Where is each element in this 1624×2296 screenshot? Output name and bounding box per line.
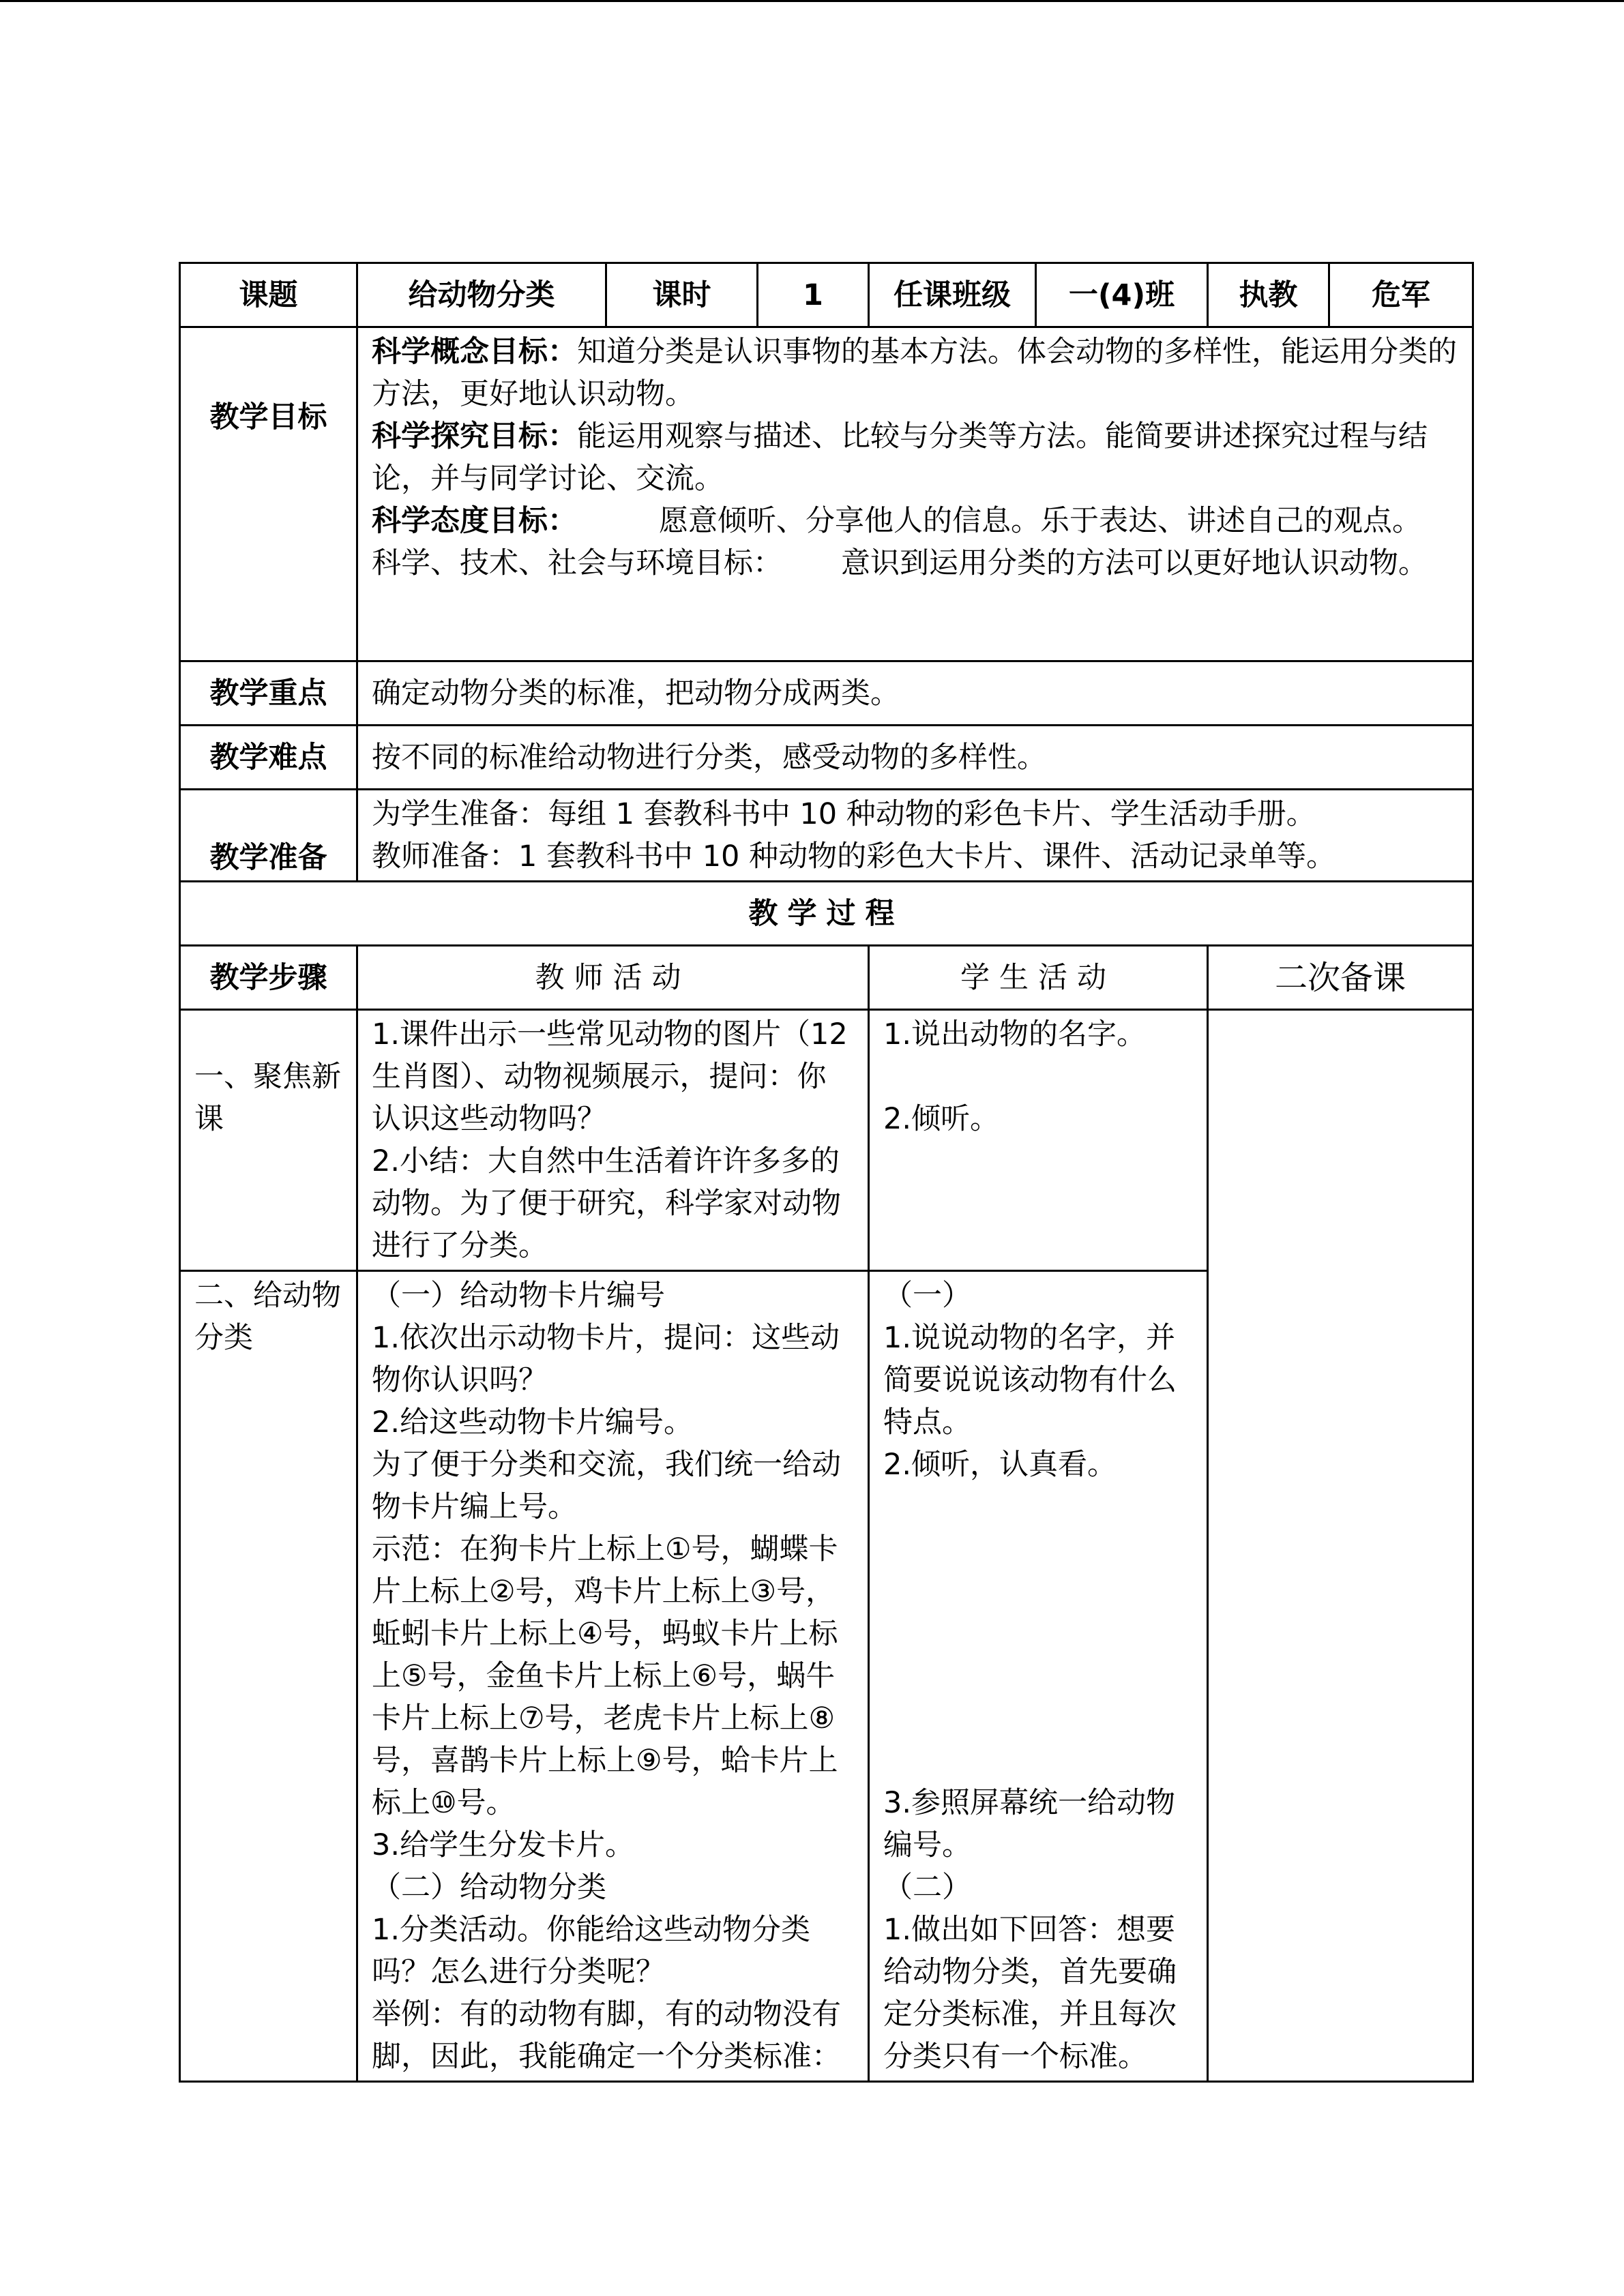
step-2-teacher-line: 1.分类活动。你能给这些动物分类吗？怎么进行分类呢？ [372,1913,811,1989]
step-1-student [869,1010,1208,1271]
step-1-teacher [357,1010,869,1271]
difficulty-text: 按不同的标准给动物进行分类，感受动物的多样性。 [357,726,1473,790]
step-row [180,1010,1473,1271]
sts-objective-label: 科学、技术、社会与环境目标： [372,546,782,580]
difficulty-row [180,726,1473,790]
inquiry-objective-text: 能运用观察与描述、比较与分类等方法。能简要讲述探究过程与结论，并与同学讨论、交流。 [372,419,1428,496]
step-1-teacher-line: 1.课件出示一些常见动物的图片（12生肖图）、动物视频展示，提问：你认识这些动物吗？ [372,1017,848,1136]
concept-objective [372,331,1458,415]
lesson-plan-table [179,262,1474,2083]
key-point-row [180,661,1473,726]
attitude-objective-label: 科学态度目标： [372,504,577,538]
step-2-student-line: （一） [883,1279,971,1313]
step-2-teacher-line: 举例：有的动物有脚，有的动物没有脚，因此，我能确定一个分类标准： [372,1997,841,2074]
key-point-text: 确定动物分类的标准，把动物分成两类。 [357,661,1473,726]
step-2-teacher-line: 为了便于分类和交流，我们统一给动物卡片编上号。 [372,1448,841,1524]
process-title-row [180,882,1473,946]
notes-cell [1208,1010,1473,2082]
step-1-student-line: 1.说出动物的名字。 [883,1017,1147,1052]
step-2-student-line: 1.说说动物的名字，并简要说说该动物有什么特点。 [883,1321,1177,1440]
teacher-label: 执教 [1208,263,1329,327]
step-2-teacher-line: 3.给学生分发卡片。 [372,1828,635,1862]
teacher-value: 危军 [1329,263,1473,327]
sts-objective-text: 意识到运用分类的方法可以更好地认识动物。 [841,546,1428,580]
preparation-row [180,790,1473,882]
period-label: 课时 [606,263,758,327]
inquiry-objective [372,415,1458,500]
step-2-name-text: 二、给动物分类 [194,1279,341,1355]
lesson-plan-page [179,262,1472,2083]
step-2-name [180,1271,357,2082]
concept-objective-label: 科学概念目标： [372,335,577,369]
spacer [883,1486,1193,1782]
step-2-student-line: 2.倾听，认真看。 [883,1448,1117,1482]
attitude-objective-text: 愿意倾听、分享他人的信息。乐于表达、讲述自己的观点。 [659,504,1421,538]
step-2-student-line: （二） [883,1870,971,1905]
process-header-row [180,946,1473,1010]
step-1-name-text: 一、聚焦新课 [194,1060,341,1136]
col-student-header: 学生活动 [869,946,1208,1010]
col-step-header: 教学步骤 [180,946,357,1010]
period-value: 1 [758,263,869,327]
step-2-student [869,1271,1208,2082]
concept-objective-text: 知道分类是认识事物的基本方法。体会动物的多样性，能运用分类的方法，更好地认识动物。 [372,335,1457,411]
step-2-student-line: 1.做出如下回答：想要给动物分类，首先要确定分类标准，并且每次分类只有一个标准。 [883,1913,1177,2074]
spacer [883,1056,1193,1098]
col-notes-header: 二次备课 [1208,946,1473,1010]
top-border-line [0,0,1624,2]
inquiry-objective-label: 科学探究目标： [372,419,577,453]
difficulty-label: 教学难点 [180,726,357,790]
preparation-content [357,790,1473,882]
class-value: 一(4)班 [1036,263,1208,327]
topic-value: 给动物分类 [357,263,606,327]
attitude-objective [372,500,1458,542]
class-label: 任课班级 [869,263,1036,327]
step-1-name [180,1010,357,1271]
step-2-student-line: 3.参照屏幕统一给动物编号。 [883,1786,1176,1862]
process-title: 教学过程 [180,882,1473,946]
objectives-content [357,327,1473,661]
step-2-teacher-line: （二）给动物分类 [372,1870,606,1905]
key-point-label: 教学重点 [180,661,357,726]
header-row [180,263,1473,327]
topic-label: 课题 [180,263,357,327]
step-2-teacher-line: 2.给这些动物卡片编号。 [372,1405,694,1440]
step-2-teacher-line: 示范：在狗卡片上标上①号，蝴蝶卡片上标上②号，鸡卡片上标上③号，蚯蚓卡片上标上④号，蚂蚁卡片上标上⑤号，金鱼卡片上标上⑥号，蜗牛卡片上标上⑦号，老虎卡片上标上⑧号，喜鹊卡片上标上⑨号，蛤卡片上标上⑩号。 [372,1532,838,1820]
step-1-student-line: 2.倾听。 [883,1102,1000,1136]
preparation-label: 教学准备 [180,790,357,882]
step-2-teacher-line: （一）给动物卡片编号 [372,1279,665,1313]
preparation-teacher: 教师准备：1 套教科书中 10 种动物的彩色大卡片、课件、活动记录单等。 [372,839,1336,874]
step-2-teacher [357,1271,869,2082]
sts-objective [372,542,1458,584]
step-1-teacher-line: 2.小结：大自然中生活着许许多多的动物。为了便于研究，科学家对动物进行了分类。 [372,1144,841,1263]
step-2-teacher-line: 1.依次出示动物卡片，提问：这些动物你认识吗？ [372,1321,840,1397]
objectives-row [180,327,1473,661]
col-teacher-header: 教师活动 [357,946,869,1010]
objectives-label: 教学目标 [180,327,357,661]
preparation-student: 为学生准备：每组 1 套教科书中 10 种动物的彩色卡片、学生活动手册。 [372,797,1316,831]
